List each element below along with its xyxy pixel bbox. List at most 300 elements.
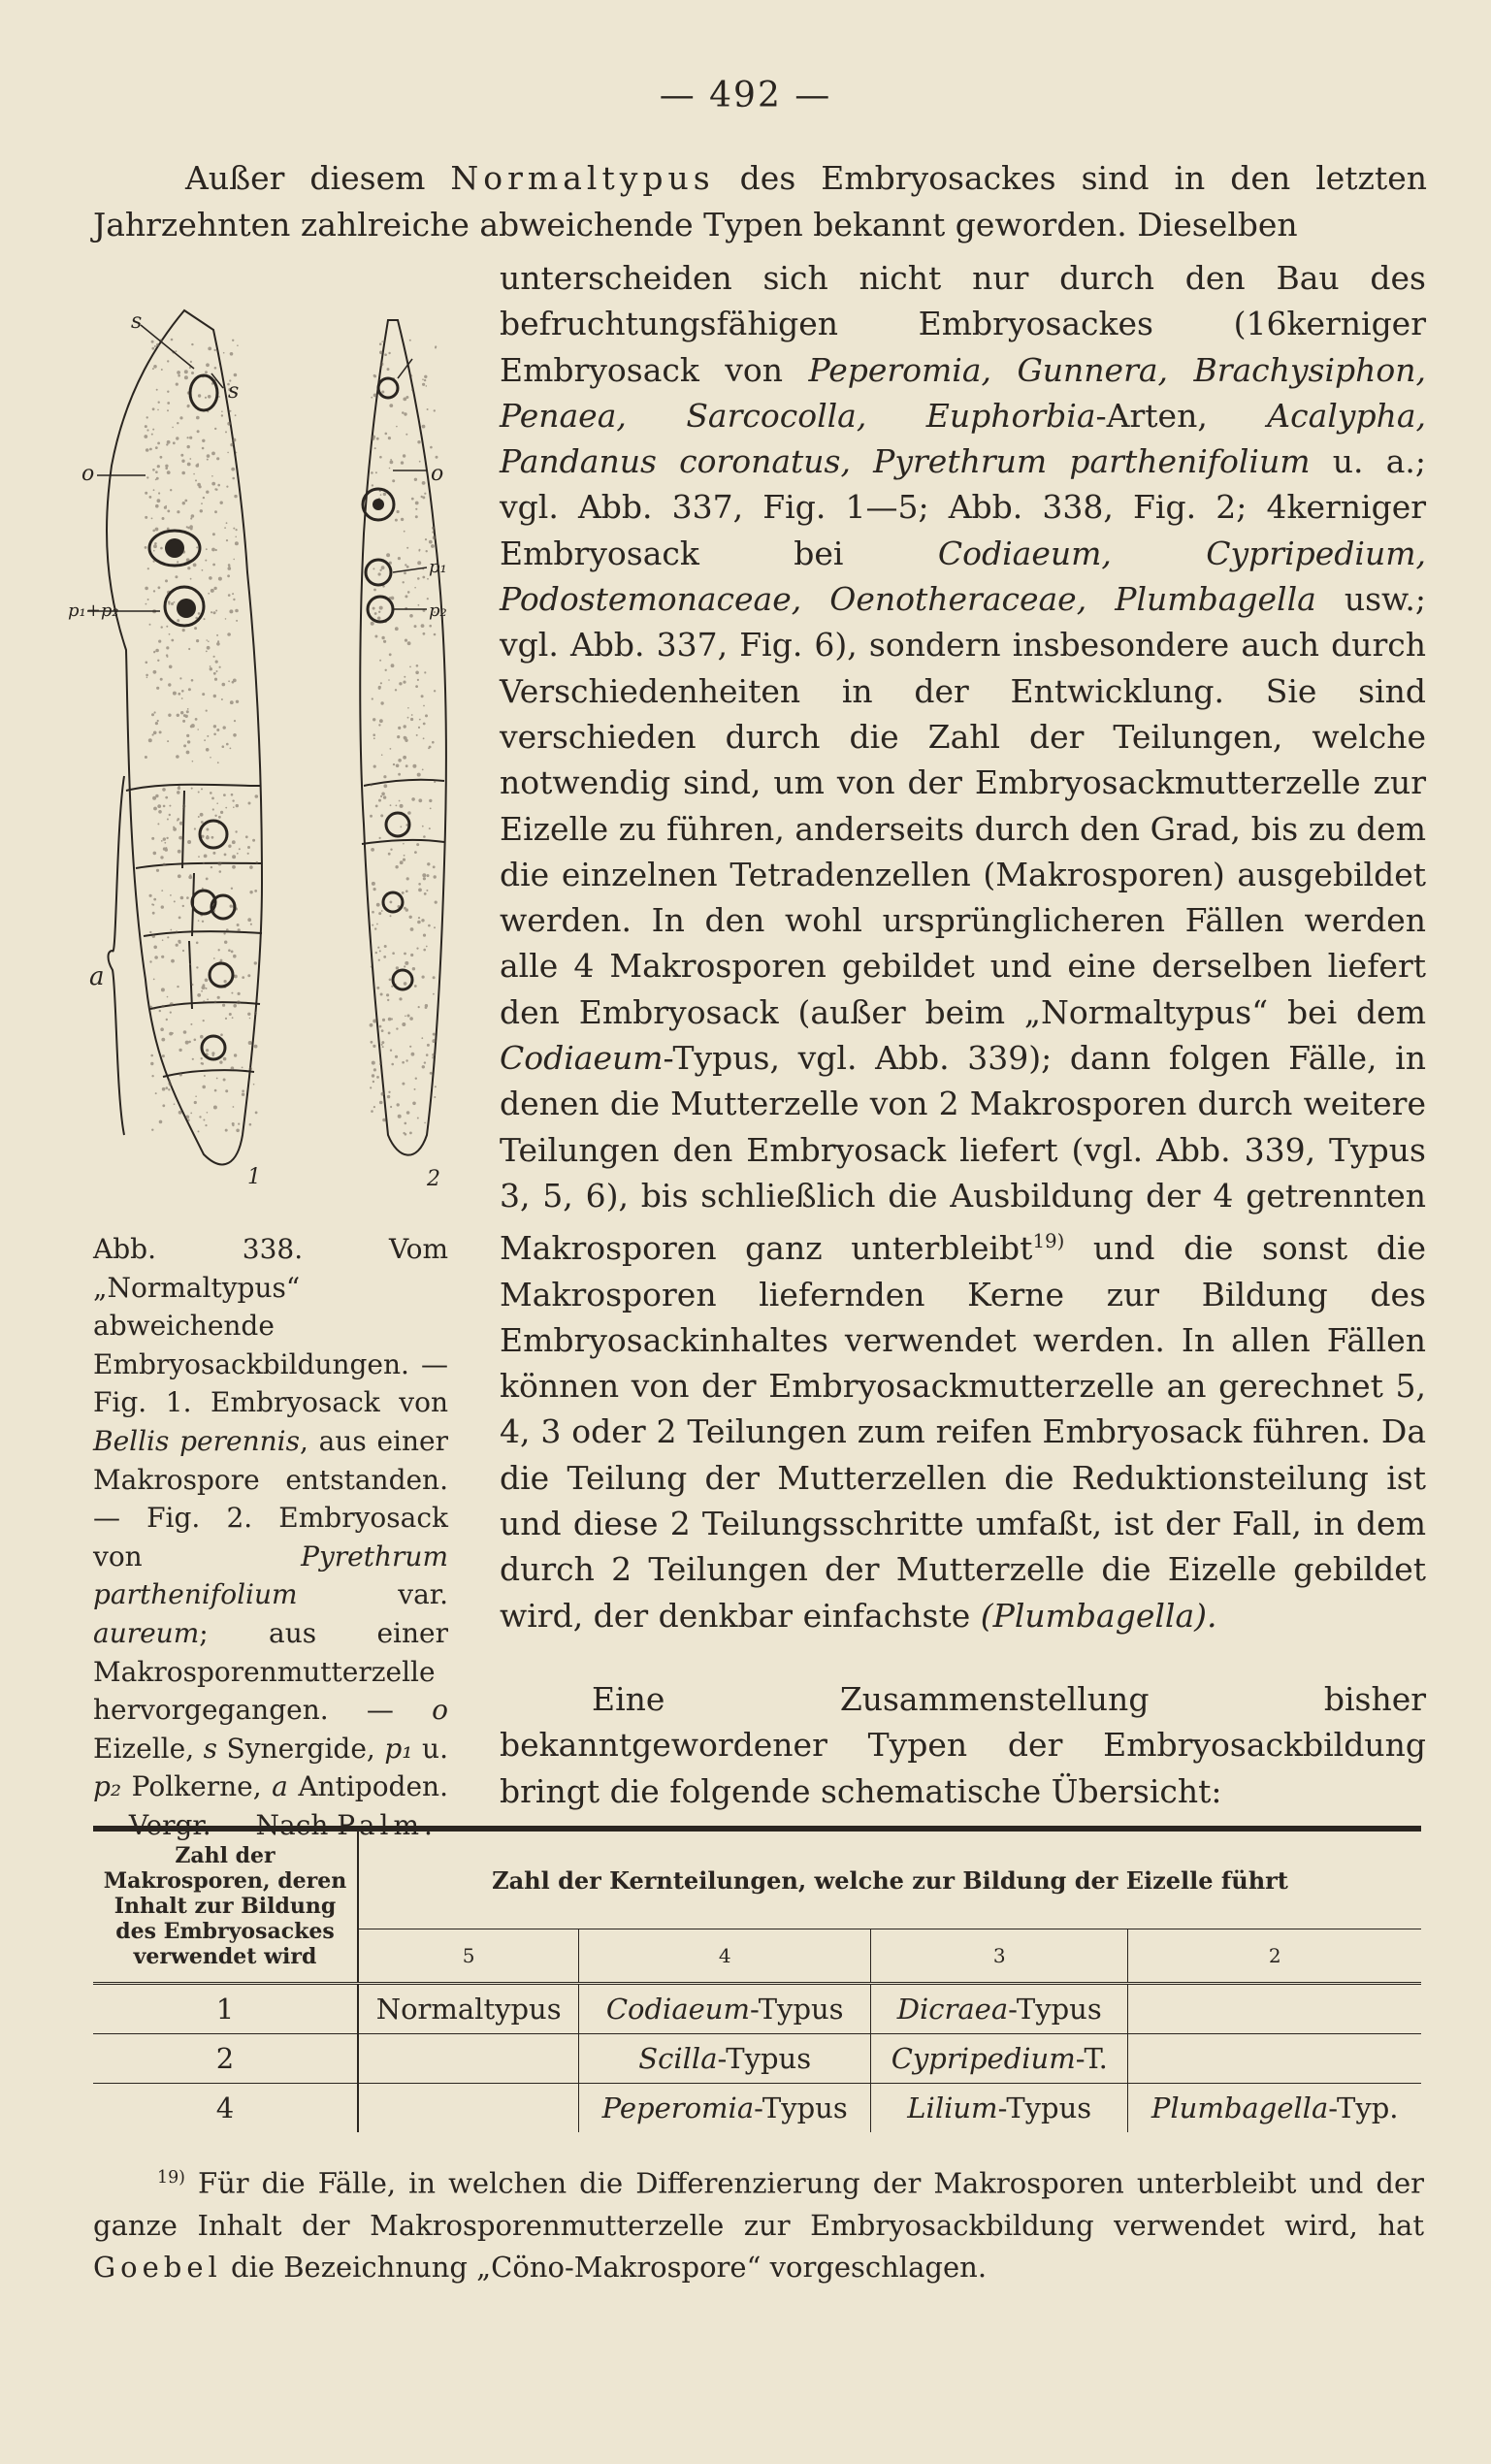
stipple-dot — [417, 440, 420, 443]
stipple-dot — [370, 1086, 372, 1088]
stipple-dot — [211, 611, 212, 613]
stipple-dot — [424, 671, 426, 673]
stipple-dot — [424, 375, 427, 378]
leader-line — [393, 567, 427, 572]
stipple-dot — [153, 946, 157, 950]
stipple-dot — [144, 435, 147, 438]
stipple-dot — [207, 1112, 209, 1114]
stipple-dot — [409, 340, 411, 341]
stipple-dot — [396, 966, 399, 969]
stipple-dot — [212, 852, 215, 855]
stipple-dot — [178, 374, 180, 377]
stipple-dot — [233, 528, 235, 530]
stipple-dot — [382, 1119, 386, 1122]
stipple-dot — [154, 956, 158, 959]
stipple-dot — [194, 627, 197, 630]
stipple-dot — [187, 567, 190, 569]
stipple-dot — [206, 748, 210, 752]
stipple-dot — [167, 936, 169, 938]
stipple-dot — [187, 1119, 189, 1121]
text-run: ; aus einer Makrosporenmutterzelle hervorgegangen. — — [93, 1616, 448, 1727]
stipple-dot — [151, 837, 154, 840]
stipple-dot — [389, 979, 392, 982]
stipple-dot — [180, 896, 184, 900]
stipple-dot — [249, 1018, 251, 1020]
stipple-dot — [187, 437, 189, 438]
stipple-dot — [157, 660, 159, 662]
stipple-dot — [152, 429, 154, 431]
stipple-dot — [165, 848, 168, 851]
stipple-dot — [196, 416, 200, 420]
stipple-dot — [398, 557, 401, 560]
stipple-dot — [409, 614, 413, 618]
stipple-dot — [386, 993, 389, 996]
stipple-dot — [162, 1104, 165, 1107]
stipple-dot — [166, 646, 169, 649]
stipple-dot — [395, 865, 398, 868]
stipple-dot — [212, 808, 214, 810]
stipple-dot — [384, 353, 387, 356]
stipple-dot — [152, 733, 154, 735]
stipple-dot — [389, 653, 392, 656]
stipple-dot — [422, 826, 424, 827]
figure-label-o: o — [81, 462, 95, 486]
stipple-dot — [178, 874, 181, 878]
stipple-dot — [371, 622, 374, 626]
stipple-dot — [402, 1022, 405, 1026]
stipple-dot — [153, 489, 155, 491]
stipple-dot — [185, 1041, 189, 1045]
stipple-dot — [219, 1060, 222, 1063]
stipple-dot — [252, 839, 255, 842]
stipple-dot — [238, 928, 241, 931]
stipple-dot — [156, 687, 159, 690]
taxon-name: Codiaeum — [605, 1993, 750, 2026]
stipple-dot — [215, 610, 217, 612]
stipple-dot — [378, 959, 380, 961]
stipple-dot — [405, 1016, 406, 1018]
stipple-dot — [402, 411, 405, 414]
stipple-dot — [415, 508, 417, 510]
stipple-dot — [406, 877, 409, 880]
stipple-dot — [436, 456, 438, 459]
table-cell — [871, 1984, 1128, 2034]
text-run: u. — [412, 1732, 448, 1765]
stipple-dot — [200, 1035, 204, 1039]
spaced-name: Goebel — [93, 2250, 222, 2284]
stipple-dot — [379, 606, 383, 610]
stipple-dot — [203, 497, 205, 499]
stipple-dot — [170, 929, 172, 931]
figure-embryosac-illustration — [68, 281, 475, 1213]
stipple-dot — [216, 634, 218, 636]
stipple-dot — [397, 735, 400, 738]
stipple-dot — [254, 961, 257, 964]
stipple-dot — [411, 1053, 415, 1056]
stipple-dot — [236, 1129, 240, 1133]
stipple-dot — [211, 589, 214, 593]
stipple-dot — [390, 1050, 392, 1052]
stipple-dot — [145, 546, 147, 549]
text-run: o — [432, 1694, 448, 1727]
stipple-dot — [381, 340, 383, 342]
stipple-dot — [253, 1084, 255, 1086]
stipple-dot — [381, 793, 385, 796]
stipple-dot — [173, 692, 177, 696]
stipple-dot — [378, 572, 381, 575]
stipple-dot — [434, 409, 436, 411]
stipple-dot — [223, 352, 225, 354]
stipple-dot — [373, 589, 376, 592]
stipple-dot — [206, 988, 208, 989]
stipple-dot — [378, 611, 380, 613]
stipple-dot — [404, 676, 405, 678]
stipple-dot — [201, 1057, 203, 1059]
stipple-dot — [435, 901, 438, 904]
stipple-dot — [407, 1015, 410, 1018]
stipple-dot — [222, 745, 225, 748]
stipple-dot — [160, 547, 163, 550]
stipple-dot — [429, 540, 433, 544]
stipple-dot — [227, 632, 231, 636]
stipple-dot — [226, 539, 228, 541]
stipple-dot — [190, 578, 192, 580]
stipple-dot — [231, 468, 235, 471]
table-row-header-label: Zahl der Makrosporen, deren Inhalt zur Bildung des Embryosackes verwendet wird — [93, 1832, 358, 1984]
stipple-dot — [232, 593, 234, 595]
stipple-dot — [412, 967, 415, 970]
stipple-dot — [192, 1058, 194, 1060]
stipple-dot — [379, 342, 382, 345]
stipple-dot — [381, 636, 384, 639]
text-run: -Typus, vgl. Abb. 339); dann folgen Fälle, in denen die Mutterzelle von 2 Makrosporen durch weitere Teilungen den Embryosack liefert (vgl. Abb. 339, Typus 3, 5, 6), bis schließlich die Ausbildung der 4 getrennten Makrosporen ganz unterbleibt — [500, 1039, 1426, 1268]
stipple-dot — [196, 639, 199, 642]
stipple-dot — [182, 950, 184, 952]
stipple-dot — [382, 1046, 384, 1048]
text-run: Polkerne, — [121, 1770, 273, 1803]
stipple-dot — [204, 1075, 206, 1077]
stipple-dot — [187, 840, 191, 844]
stipple-dot — [162, 1005, 165, 1008]
stipple-dot — [151, 713, 154, 716]
stipple-dot — [162, 939, 164, 941]
stipple-dot — [216, 642, 220, 646]
stipple-dot — [379, 456, 382, 459]
stipple-dot — [380, 814, 383, 817]
stipple-dot — [404, 953, 406, 956]
stipple-dot — [424, 1061, 426, 1063]
stipple-dot — [148, 738, 152, 742]
stipple-dot — [217, 762, 219, 763]
stipple-dot — [398, 773, 401, 776]
stipple-dot — [384, 945, 387, 948]
stipple-dot — [213, 587, 216, 590]
antipode-nucleus — [393, 970, 412, 989]
stipple-dot — [186, 896, 189, 899]
stipple-dot — [395, 689, 397, 691]
table-cell — [579, 2034, 871, 2084]
stipple-dot — [249, 891, 252, 893]
stipple-dot — [207, 454, 211, 458]
stipple-dot — [395, 519, 398, 522]
stipple-dot — [235, 536, 237, 538]
stipple-dot — [397, 510, 400, 513]
stipple-dot — [233, 599, 235, 600]
footnote-mark: 19) — [157, 2168, 185, 2188]
stipple-dot — [376, 903, 380, 907]
stipple-dot — [149, 624, 151, 626]
stipple-dot — [182, 629, 185, 632]
polar-nucleolus-1 — [177, 599, 196, 618]
stipple-dot — [245, 835, 248, 838]
stipple-dot — [205, 560, 207, 562]
table-cell — [358, 1984, 579, 2034]
stipple-dot — [224, 941, 227, 944]
paragraph-overview: Eine Zusammenstellung bisher bekanntgewordener Typen der Embryosackbildung bringt die folgende schematische Übersicht: — [500, 1680, 1426, 1810]
stipple-dot — [153, 651, 155, 653]
stipple-dot — [372, 697, 373, 699]
stipple-dot — [231, 888, 233, 890]
stipple-dot — [390, 1106, 392, 1108]
table-subheader: 5 — [358, 1929, 579, 1984]
stipple-dot — [209, 576, 212, 580]
stipple-dot — [206, 878, 209, 881]
stipple-dot — [381, 391, 384, 394]
stipple-dot — [227, 452, 229, 454]
stipple-dot — [374, 447, 376, 449]
stipple-dot — [191, 372, 194, 374]
stipple-dot — [410, 374, 412, 376]
stipple-dot — [434, 875, 437, 878]
stipple-dot — [188, 648, 190, 650]
stipple-dot — [224, 854, 227, 857]
stipple-dot — [403, 843, 405, 845]
stipple-dot — [435, 347, 437, 349]
stipple-dot — [382, 1019, 385, 1021]
stipple-dot — [404, 736, 406, 739]
stipple-dot — [414, 1088, 416, 1090]
stipple-dot — [383, 640, 386, 643]
stipple-dot — [211, 836, 214, 839]
stipple-dot — [180, 711, 183, 714]
stipple-dot — [376, 438, 379, 440]
stipple-dot — [411, 797, 415, 801]
stipple-dot — [387, 1095, 390, 1098]
stipple-dot — [159, 730, 162, 733]
stipple-dot — [405, 595, 407, 598]
stipple-dot — [374, 927, 376, 929]
stipple-dot — [248, 802, 251, 805]
stipple-dot — [182, 905, 184, 907]
stipple-dot — [187, 445, 190, 448]
stipple-dot — [169, 1080, 171, 1082]
stipple-dot — [161, 988, 165, 991]
stipple-dot — [435, 1086, 437, 1087]
polar-nucleus-p1 — [366, 560, 391, 585]
stipple-dot — [198, 856, 200, 858]
stipple-dot — [396, 764, 400, 768]
stipple-dot — [167, 819, 169, 821]
stipple-dot — [422, 425, 426, 429]
stipple-dot — [422, 976, 425, 979]
stipple-dot — [190, 361, 192, 363]
figure-label-s: s — [228, 379, 240, 404]
stipple-dot — [203, 1000, 205, 1002]
stipple-dot — [214, 428, 216, 430]
stipple-dot — [247, 918, 251, 922]
stipple-dot — [161, 369, 163, 371]
stipple-dot — [194, 1039, 197, 1042]
stipple-dot — [421, 1037, 423, 1039]
stipple-dot — [169, 805, 171, 807]
stipple-dot — [239, 848, 241, 850]
stipple-dot — [191, 724, 195, 728]
stipple-dot — [202, 439, 205, 442]
stipple-dot — [225, 618, 227, 620]
stipple-dot — [377, 617, 380, 620]
stipple-dot — [203, 1020, 205, 1021]
stipple-dot — [380, 363, 384, 367]
stipple-dot — [424, 892, 427, 895]
text-run: usw.; vgl. Abb. 337, Fig. 6), sondern insbesondere auch durch Verschiedenheiten in der Entwicklung. Sie sind verschieden durch die Zahl der Teilungen, welche notwendig sind, um von der Embryosackmutterzelle zur Eizelle zu führen, anderseits durch den Grad, bis zu dem die einzelnen Tetradenzellen (Makrosporen) ausgebildet werden. In den wohl ursprünglicheren Fällen werden alle 4 Makrosporen gebildet und eine derselben liefert den Embryosack (außer beim „Normaltypus“ bei dem — [500, 580, 1426, 1031]
stipple-dot — [159, 1120, 163, 1124]
stipple-dot — [373, 1020, 376, 1023]
stipple-dot — [399, 682, 402, 685]
stipple-dot — [223, 932, 225, 934]
stipple-dot — [236, 620, 238, 622]
stipple-dot — [150, 1006, 152, 1008]
text-run: p₁ — [384, 1732, 413, 1765]
stipple-dot — [226, 743, 229, 746]
stipple-dot — [424, 493, 426, 495]
stipple-dot — [167, 409, 169, 411]
stipple-dot — [233, 1004, 237, 1008]
stipple-dot — [424, 1122, 426, 1124]
cell-text: Normaltypus — [375, 1993, 562, 2026]
stipple-dot — [385, 433, 388, 436]
stipple-dot — [370, 784, 372, 786]
stipple-dot — [214, 815, 216, 817]
stipple-dot — [432, 1054, 435, 1056]
stipple-dot — [195, 718, 198, 721]
stipple-dot — [228, 680, 230, 682]
stipple-dot — [214, 678, 217, 681]
egg-cell-nucleolus-2 — [373, 499, 384, 510]
stipple-dot — [149, 894, 152, 897]
stipple-dot — [417, 561, 421, 565]
stipple-dot — [405, 1133, 407, 1136]
stipple-dot — [161, 1038, 165, 1042]
stipple-dot — [166, 626, 168, 628]
stipple-dot — [156, 343, 159, 346]
stipple-dot — [396, 426, 398, 428]
stipple-dot — [194, 1101, 197, 1104]
stipple-dot — [191, 788, 193, 790]
stipple-dot — [431, 544, 435, 548]
table-cell — [1128, 2084, 1421, 2133]
stipple-dot — [202, 1086, 206, 1089]
stipple-dot — [187, 740, 190, 743]
cell-text: -Typus — [997, 2091, 1092, 2124]
stipple-dot — [404, 855, 405, 857]
antipode-nucleus — [383, 892, 403, 912]
stipple-dot — [227, 422, 231, 426]
stipple-dot — [158, 640, 161, 643]
stipple-dot — [228, 845, 231, 848]
stipple-dot — [427, 862, 430, 865]
stipple-dot — [169, 633, 171, 635]
text-run: Peperomia, Gunnera, Brachysiphon, Penaea, Sarcocolla, Euphorbia — [500, 350, 1426, 435]
stipple-dot — [247, 974, 250, 977]
stipple-dot — [376, 1076, 379, 1079]
stipple-dot — [211, 475, 213, 477]
stipple-dot — [214, 367, 217, 370]
stipple-dot — [221, 414, 223, 416]
stipple-dot — [158, 586, 161, 589]
stipple-dot — [427, 408, 429, 410]
stipple-dot — [407, 707, 409, 709]
stipple-dot — [418, 889, 422, 892]
stipple-dot — [171, 959, 175, 963]
stipple-dot — [213, 672, 216, 675]
text-run: 19) — [1032, 1230, 1065, 1253]
stipple-dot — [371, 397, 373, 399]
stipple-dot — [237, 1000, 241, 1004]
stipple-dot — [176, 383, 178, 386]
stipple-dot — [200, 813, 204, 817]
figure-caption — [93, 1230, 448, 1845]
stipple-dot — [188, 1041, 191, 1044]
stipple-dot — [179, 822, 183, 826]
stipple-dot — [235, 414, 237, 416]
stipple-dot — [232, 865, 236, 869]
stipple-dot — [235, 830, 237, 832]
stipple-dot — [181, 471, 185, 475]
stipple-dot — [189, 963, 191, 965]
stipple-dot — [181, 697, 183, 699]
stipple-dot — [406, 566, 409, 568]
stipple-dot — [418, 1006, 420, 1008]
stipple-dot — [167, 360, 169, 362]
stipple-dot — [418, 798, 422, 802]
stipple-dot — [170, 1012, 172, 1014]
stipple-dot — [223, 726, 226, 729]
stipple-dot — [421, 496, 423, 498]
stipple-dot — [190, 1023, 192, 1025]
stipple-dot — [190, 1113, 192, 1115]
table-row-label: 2 — [93, 2034, 358, 2084]
stipple-dot — [218, 396, 220, 398]
stipple-dot — [429, 799, 432, 802]
stipple-dot — [255, 1112, 258, 1115]
stipple-dot — [177, 561, 178, 563]
stipple-dot — [405, 1059, 407, 1061]
stipple-dot — [374, 612, 377, 615]
stipple-dot — [218, 816, 221, 819]
stipple-dot — [380, 795, 382, 797]
stipple-dot — [371, 966, 373, 968]
stipple-dot — [195, 1095, 197, 1097]
stipple-dot — [178, 818, 180, 821]
stipple-dot — [166, 443, 168, 445]
stipple-dot — [236, 529, 238, 531]
stipple-dot — [410, 954, 413, 956]
stipple-dot — [167, 740, 169, 742]
stipple-dot — [409, 1017, 413, 1021]
stipple-dot — [225, 1018, 227, 1020]
stipple-dot — [375, 952, 377, 954]
stipple-dot — [425, 538, 427, 540]
